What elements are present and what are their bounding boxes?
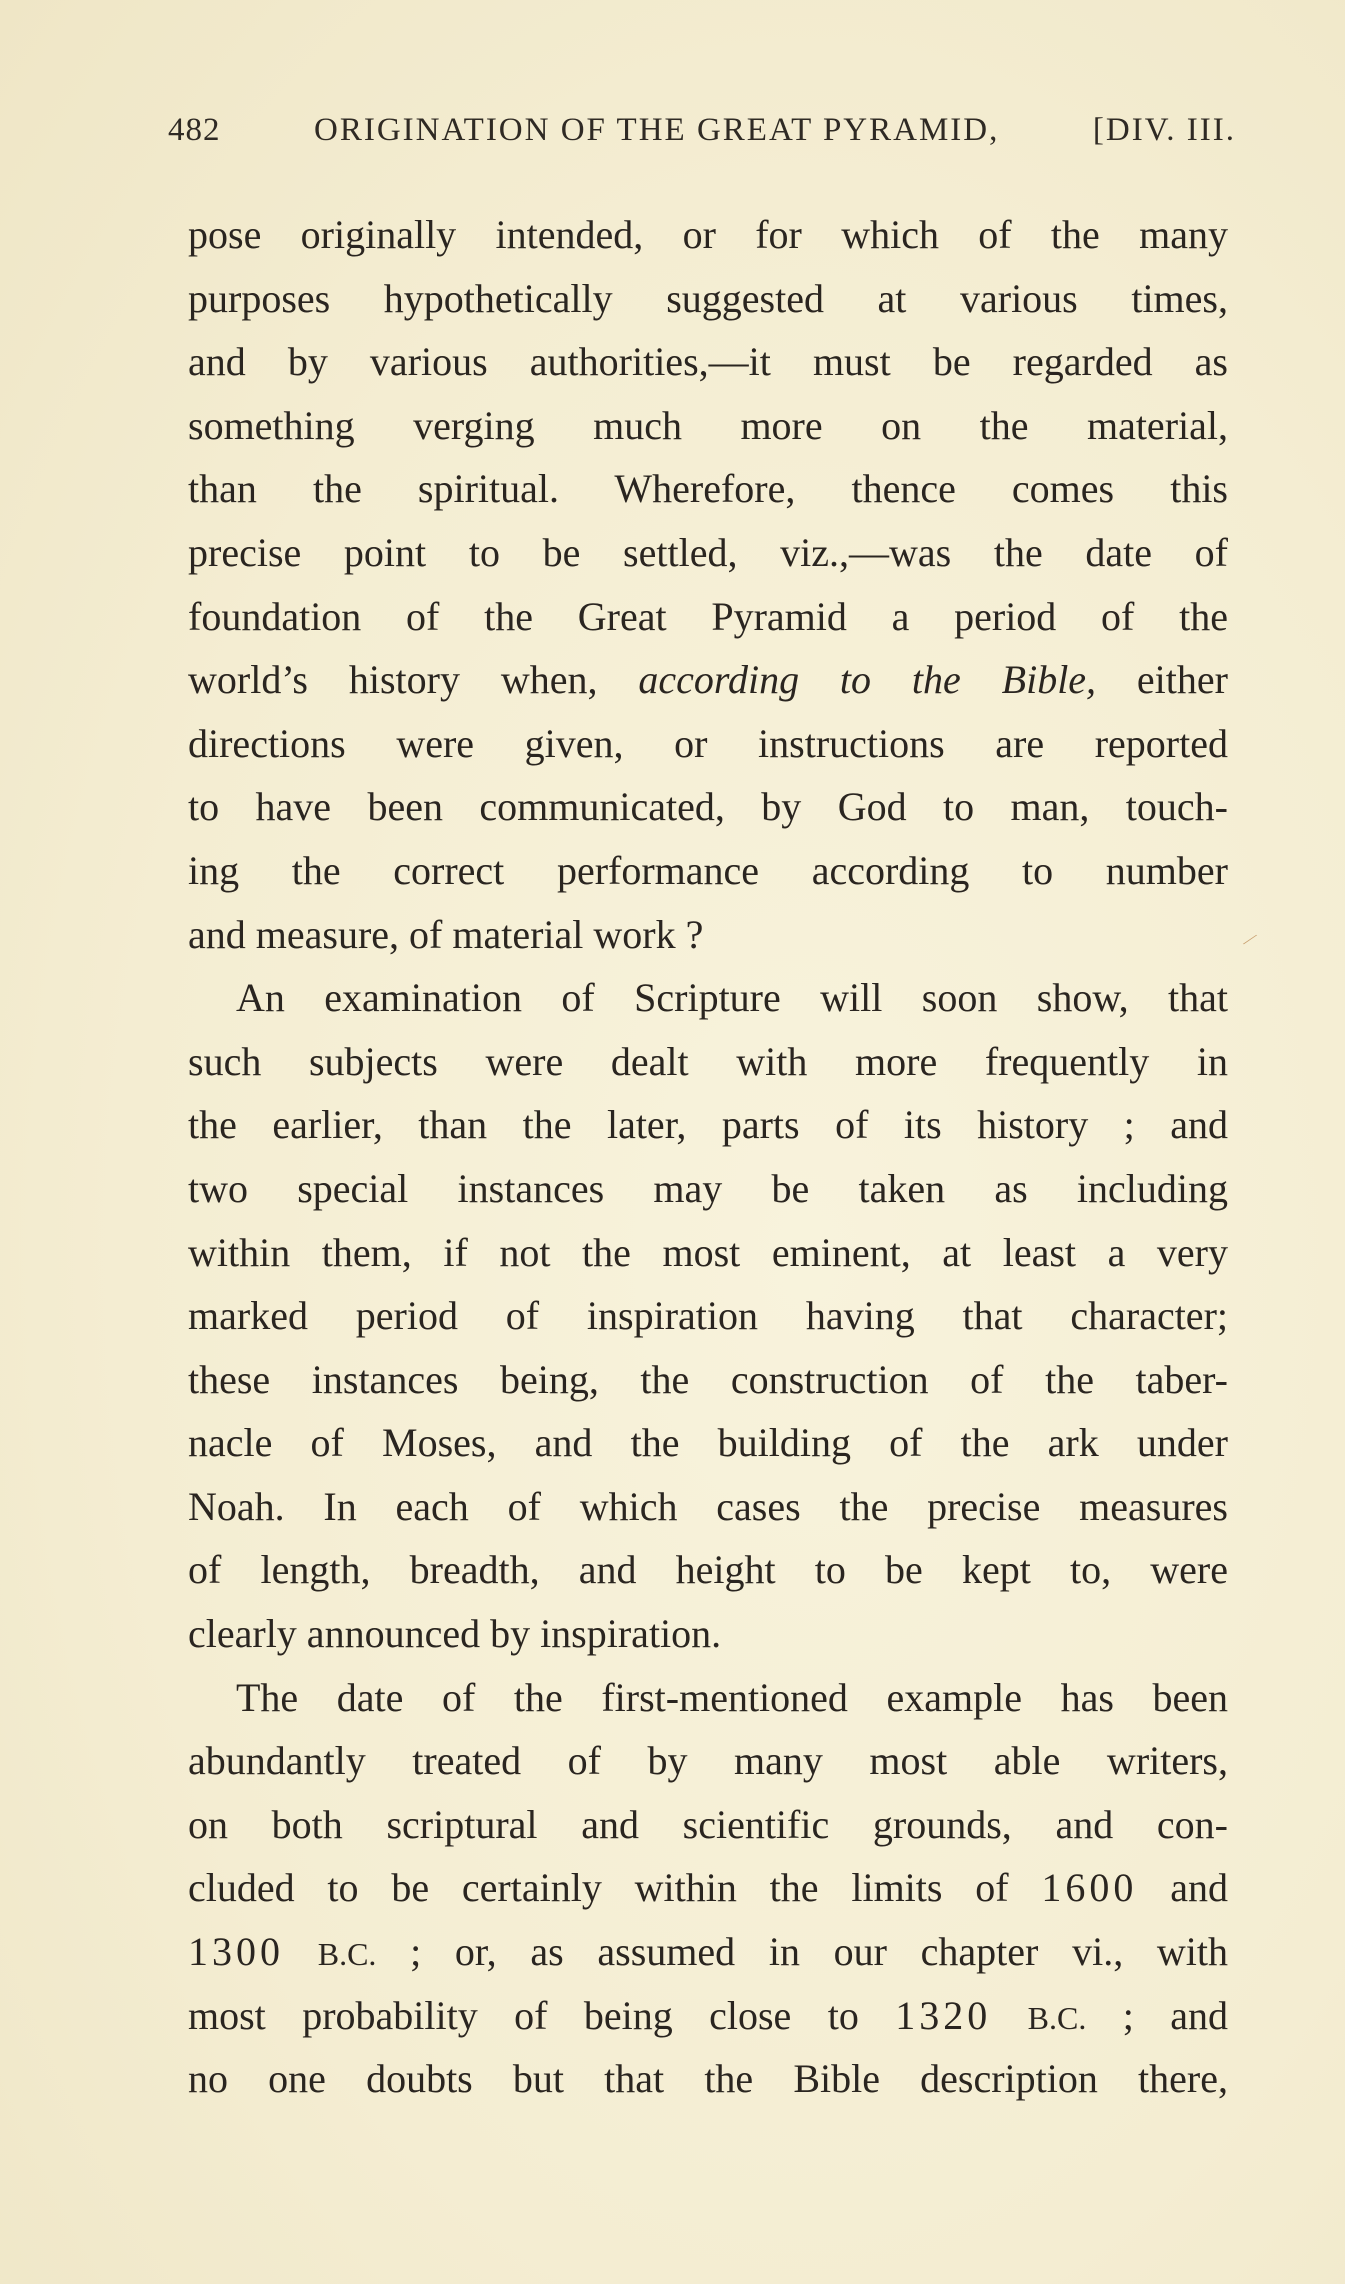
page-number: 482 [168, 112, 221, 148]
text-line: these instances being, the construction of the taber- [188, 1356, 1228, 1402]
text-line: marked period of inspiration having that character; [188, 1293, 1228, 1339]
text-line: 1300 B.C. ; or, as assumed in our chapter vi., with [188, 1929, 1229, 1975]
running-header [168, 112, 1236, 162]
text-line: directions were given, or instructions are reported [188, 720, 1228, 766]
year-number: 1600 [1041, 1865, 1138, 1911]
text-line: Noah. In each of which cases the precise measures [188, 1483, 1228, 1529]
text-line: foundation of the Great Pyramid a period of the [188, 593, 1228, 639]
running-title: ORIGINATION OF THE GREAT PYRAMID, [314, 112, 1000, 148]
body-text [188, 203, 1228, 2111]
text-line: abundantly treated of by many most able writers, [188, 1738, 1228, 1784]
text-line: something verging much more on the material, [188, 402, 1228, 448]
text-line: two special instances may be taken as including [188, 1165, 1228, 1211]
text-line: of length, breadth, and height to be kept to, were [188, 1547, 1228, 1593]
text-line: pose originally intended, or for which of the many [188, 212, 1228, 257]
text-line: and measure, of material work ? [188, 911, 704, 957]
text-line: purposes hypothetically suggested at various times, [188, 275, 1228, 321]
text-line: and by various authorities,—it must be regarded as [188, 339, 1228, 385]
text-line: An examination of Scripture will soon show, that [236, 975, 1228, 1021]
text-line: cluded to be certainly within the limits of 1600 and [188, 1865, 1228, 1911]
text-line: ing the correct performance according to number [188, 847, 1228, 893]
text-line: precise point to be settled, viz.,—was the date of [188, 529, 1228, 575]
era-abbrev: B.C. [1027, 1999, 1087, 2036]
text-line: no one doubts but that the Bible description there, [188, 2056, 1228, 2102]
era-abbrev: B.C. [317, 1936, 377, 1973]
margin-pencil-mark: ⁄ [1244, 929, 1256, 951]
text-line: on both scriptural and scientific grounds, and con- [188, 1801, 1228, 1847]
text-line: within them, if not the most eminent, at least a very [188, 1229, 1228, 1275]
text-line: world’s history when, according to the Bible, either [188, 657, 1228, 703]
year-number: 1320 [895, 1992, 992, 2038]
text-line: to have been communicated, by God to man, touch- [188, 784, 1228, 830]
text-line: than the spiritual. Wherefore, thence comes this [188, 466, 1228, 512]
italic-phrase: according to the Bible, [638, 657, 1097, 703]
text-line: The date of the first-mentioned example has been [236, 1674, 1228, 1720]
text-line: the earlier, than the later, parts of its history ; and [188, 1102, 1228, 1148]
text-line: most probability of being close to 1320 B.C. ; and [188, 1992, 1229, 2038]
text-line: nacle of Moses, and the building of the ark under [188, 1420, 1228, 1466]
text-line: such subjects were dealt with more frequently in [188, 1038, 1228, 1084]
division-label: [DIV. III. [1092, 112, 1236, 148]
year-number: 1300 [188, 1929, 284, 1975]
text-line: clearly announced by inspiration. [188, 1611, 722, 1657]
